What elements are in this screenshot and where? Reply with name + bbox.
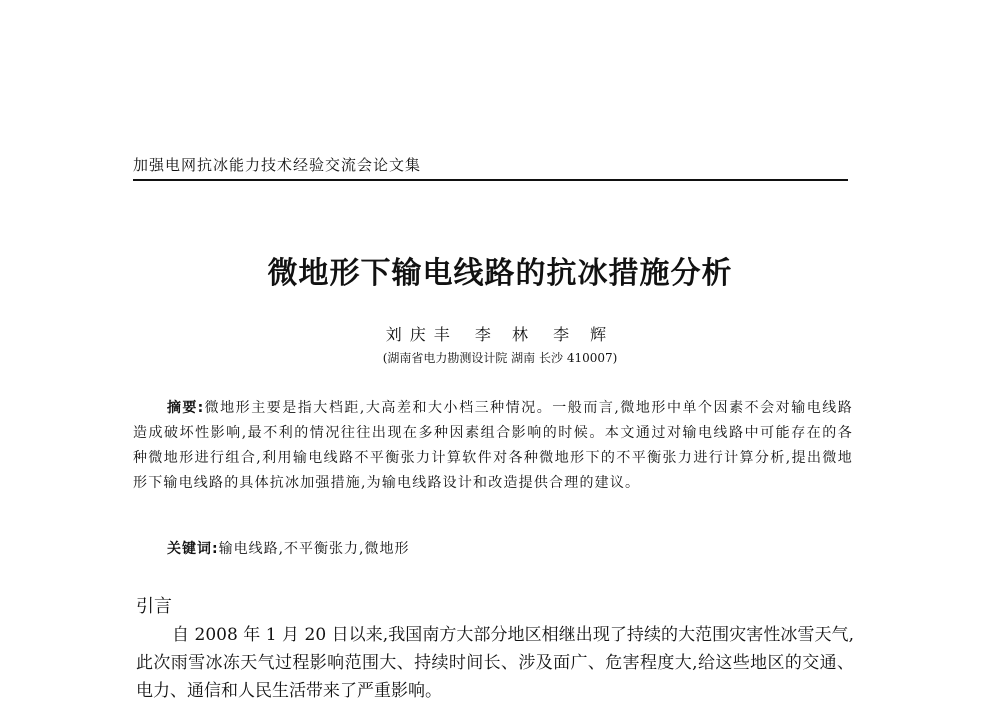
author-name: 李 林 <box>474 325 536 344</box>
paper-title: 微地形下输电线路的抗冰措施分析 <box>267 256 733 291</box>
abstract-label: 摘要: <box>167 400 205 416</box>
introduction-paragraph: 自 2008 年 1 月 20 日以来,我国南方大部分地区相继出现了持续的大范围灾害性冰雪天气,此次雨雪冰冻天气过程影响范围大、持续时间长、涉及面广、危害程度大,给这些地区的交通、电力、通信和人民生活带来了严重影响。 <box>136 625 854 701</box>
keywords-text: 输电线路,不平衡张力,微地形 <box>218 541 410 557</box>
author-list <box>0 322 1000 345</box>
author-affiliation: (湖南省电力勘测设计院 湖南 长沙 410007) <box>382 351 618 365</box>
running-header: 加强电网抗冰能力技术经验交流会论文集 <box>133 156 422 174</box>
abstract <box>133 396 853 496</box>
author-name: 刘庆丰 <box>385 325 458 344</box>
section-heading-introduction: 引言 <box>136 596 172 617</box>
keywords-label: 关键词: <box>167 541 219 557</box>
author-name: 李 辉 <box>553 325 615 344</box>
keywords <box>167 538 410 558</box>
abstract-text: 微地形主要是指大档距,大高差和大小档三种情况。一般而言,微地形中单个因素不会对输电线路造成破坏性影响,最不利的情况往往出现在多种因素组合影响的时候。本文通过对输电线路中可能存在的各种微地形进行组合,利用输电线路不平衡张力计算软件对各种微地形下的不平衡张力进行计算分析,提出微地形下输电线路的具体抗冰加强措施,为输电线路设计和改造提供合理的建议。 <box>133 400 853 491</box>
header-rule <box>133 179 848 181</box>
